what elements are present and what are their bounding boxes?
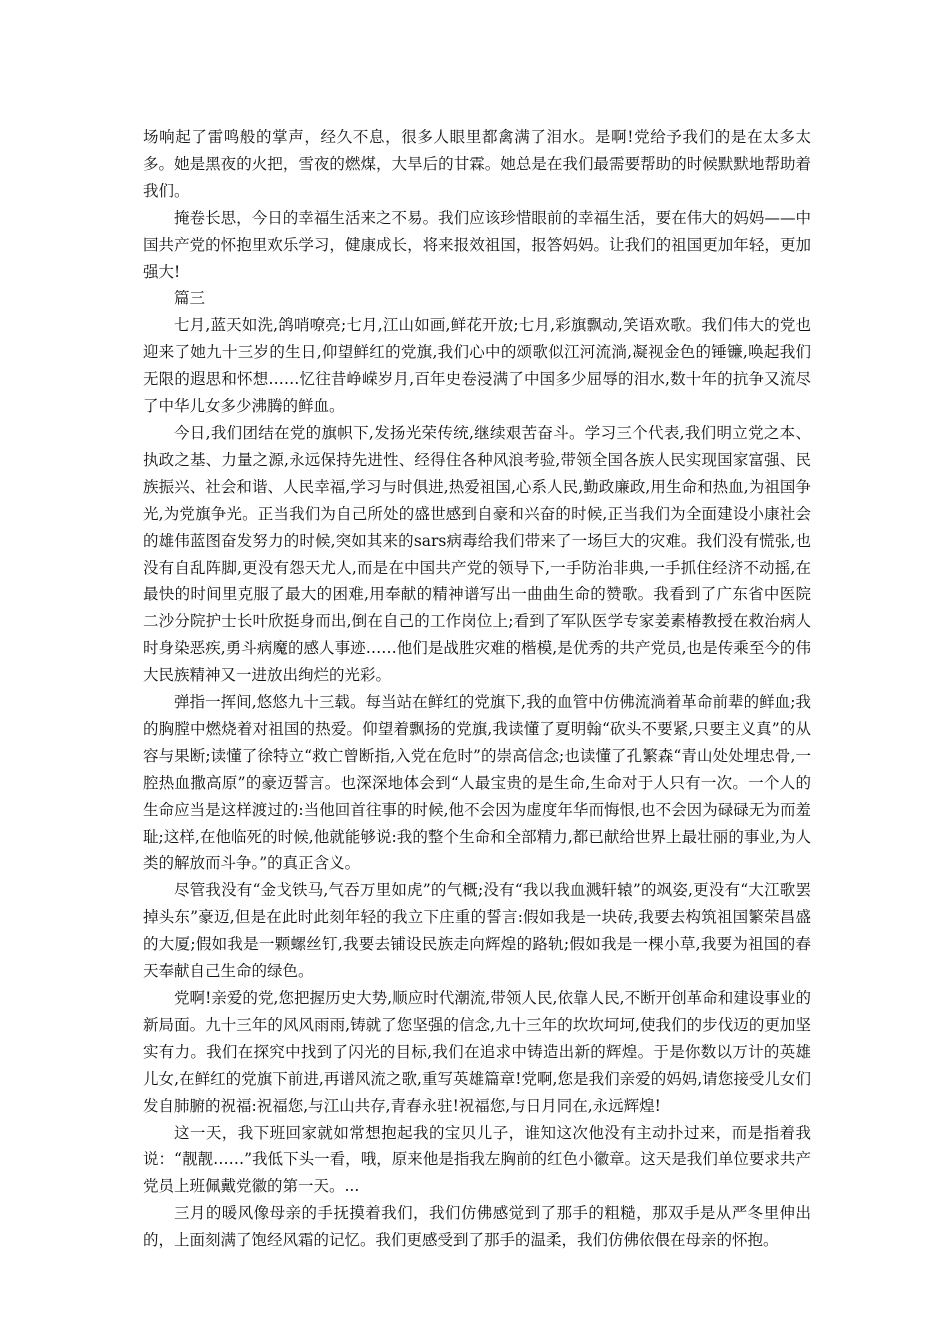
paragraph-5: 弹指一挥间,悠悠九十三载。每当站在鲜红的党旗下,我的血管中仿佛流淌着革命前辈的鲜血;我的胸膛中燃烧着对祖国的热爱。仰望着飘扬的党旗,我读懂了夏明翰“砍头不要紧,只要主义真”的从容与果断;读懂了徐特立“救亡曾断指,入党在危时”的崇高信念;也读懂了孔繁森“青山处处埋忠骨,一腔热血撒高原”的豪迈誓言。也深深地体会到“人最宝贵的是生命,生命对于人只有一次。一个人的生命应当是这样渡过的:当他回首往事的时候,他不会因为虚度年华而悔恨,也不会因为碌碌无为而羞耻;这样,在他临死的时候,他就能够说:我的整个生命和全部精力,都已献给世界上最壮丽的事业,为人类的解放而斗争。”的真正含义。 (143, 693, 811, 873)
paragraph-8: 这一天，我下班回家就如常想抱起我的宝贝儿子，谁知这次他没有主动扑过来，而是指着我说：“靓靓……”我低下头一看，哦，原来他是指我左胸前的红色小徽章。这天是我们单位要求共产党员上班佩戴党徽的第一天。... (143, 1123, 811, 1196)
paragraph-1: 场响起了雷鸣般的掌声，经久不息，很多人眼里都禽满了泪水。是啊!党给予我们的是在太多太多。她是黑夜的火把，雪夜的燃煤，大旱后的甘霖。她总是在我们最需要帮助的时候默默地帮助着我们。 (143, 128, 811, 200)
paragraph-3: 七月,蓝天如洗,鸽哨嘹亮;七月,江山如画,鲜花开放;七月,彩旗飘动,笑语欢歌。我们伟大的党也迎来了她九十三岁的生日,仰望鲜红的党旗,我们心中的颂歌似江河流淌,凝视金色的锤镰,唤起我们无限的遐思和怀想……忆往昔峥嵘岁月,百年史卷浸满了中国多少屈辱的泪水,数十年的抗争又流尽了中华儿女多少沸腾的鲜血。 (143, 316, 811, 416)
document-page (143, 124, 811, 1254)
paragraph-6: 尽管我没有“金戈铁马,气吞万里如虎”的气概;没有“我以我血溅轩辕”的飒姿,更没有“大江歌罢掉头东”豪迈,但是在此时此刻年轻的我立下庄重的誓言:假如我是一块砖,我要去构筑祖国繁荣昌盛的大厦;假如我是一颗螺丝钉,我要去铺设民族走向辉煌的路轨;假如我是一棵小草,我要为祖国的春天奉献自己生命的绿色。 (143, 881, 811, 981)
paragraph-7: 党啊!亲爱的党,您把握历史大势,顺应时代潮流,带领人民,依靠人民,不断开创革命和建设事业的新局面。九十三年的风风雨雨,铸就了您坚强的信念,九十三年的坎坎坷坷,使我们的步伐迈的更加坚实有力。我们在探究中找到了闪光的目标,我们在追求中铸造出新的辉煌。于是你数以万计的英雄儿女,在鲜红的党旗下前进,再谱风流之歌,重写英雄篇章!党啊,您是我们亲爱的妈妈,请您接受儿女们发自肺腑的祝福:祝福您,与江山共存,青春永驻!祝福您,与日月同在,永远辉煌! (143, 989, 811, 1115)
paragraph-9: 三月的暖风像母亲的手抚摸着我们，我们仿佛感觉到了那手的粗糙，那双手是从严冬里伸出的，上面刻满了饱经风霜的记忆。我们更感受到了那手的温柔，我们仿佛依偎在母亲的怀抱。 (143, 1204, 811, 1250)
section-heading: 篇三 (174, 289, 206, 308)
paragraph-4: 今日,我们团结在党的旗帜下,发扬光荣传统,继续艰苦奋斗。学习三个代表,我们明立党之本、执政之基、力量之源,永远保持先进性、经得住各种风浪考验,带领全国各族人民实现国家富强、民族振兴、社会和谐、人民幸福,学习与时俱进,热爱祖国,心系人民,勤政廉政,用生命和热血,为祖国争光,为党旗争光。正当我们为自己所处的盛世感到自豪和兴奋的时候,正当我们为全面建设小康社会的雄伟蓝图奋发努力的时候,突如其来的sars病毒给我们带来了一场巨大的灾难。我们没有慌张,也没有自乱阵脚,更没有怨天尤人,而是在中国共产党的领导下,一手防治非典,一手抓住经济不动摇,在最快的时间里克服了最大的困难,用奉献的精神谱写出一曲曲生命的赞歌。我看到了广东省中医院二沙分院护士长叶欣挺身而出,倒在自己的工作岗位上;看到了军队医学专家姜素椿教授在救治病人时身染恶疾,勇斗病魔的感人事迹……他们是战胜灾难的楷模,是优秀的共产党员,也是传乘至今的伟大民族精神又一进放出绚烂的光彩。 (143, 423, 811, 685)
paragraph-2: 掩卷长思，今日的幸福生活来之不易。我们应该珍惜眼前的幸福生活，要在伟大的妈妈——中国共产党的怀抱里欢乐学习，健康成长，将来报效祖国，报答妈妈。让我们的祖国更加年轻，更加强大! (143, 208, 811, 281)
